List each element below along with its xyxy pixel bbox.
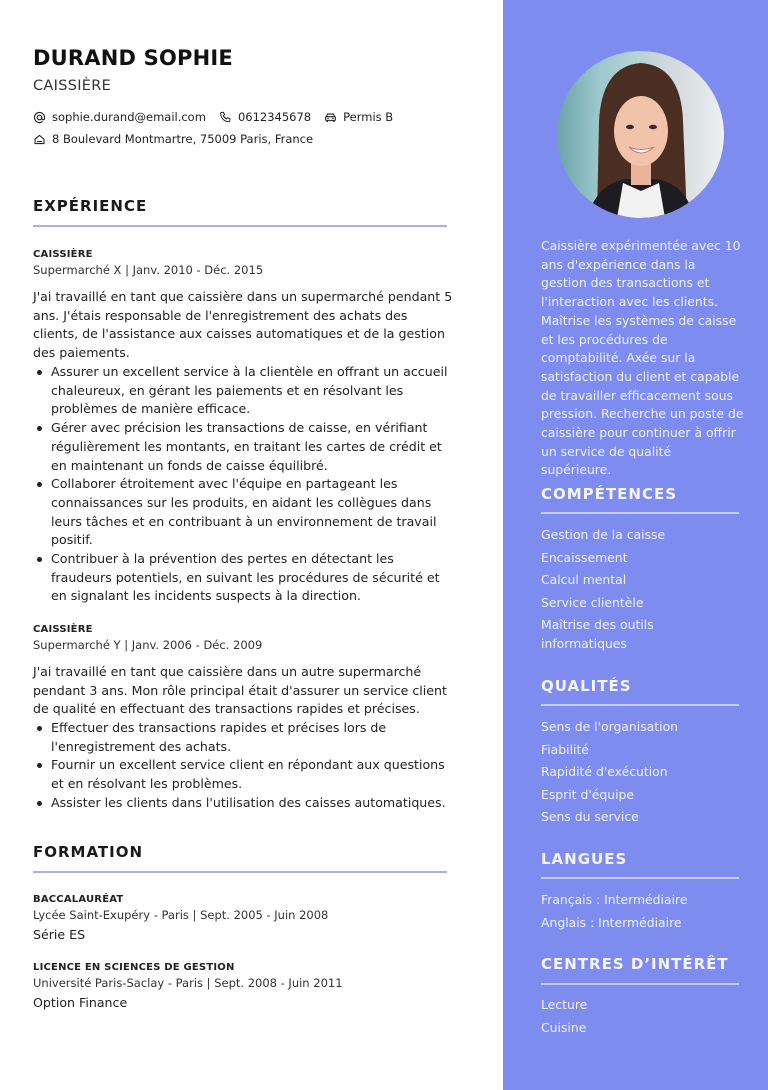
skills-divider [541,512,739,514]
experience-bullet: Assister les clients dans l'utilisation des caisses automatiques. [33,794,453,813]
education-entry-detail: Série ES [33,927,86,942]
quality-item: Sens du service [541,809,639,825]
contact-row-1 [33,110,406,124]
experience-bullet-list [33,363,453,606]
experience-entry-subtitle: Supermarché Y | Janv. 2006 - Déc. 2009 [33,638,263,652]
experience-section-title: EXPÉRIENCE [33,197,148,215]
job-title: CAISSIÈRE [33,78,112,94]
license-contact [324,110,393,124]
interest-item: Lecture [541,997,588,1012]
languages-section-title: LANGUES [541,850,628,868]
experience-entry-subtitle: Supermarché X | Janv. 2010 - Déc. 2015 [33,263,264,277]
languages-divider [541,877,739,879]
qualities-section-title: QUALITÉS [541,677,632,695]
skill-item: Encaissement [541,549,628,565]
experience-entry-description: J'ai travaillé en tant que caissière dans un supermarché pendant 5 ans. J'étais responsable de l'enregistrement des achats des clients, de l'assistance aux caisses automatiques et de la gestion des paiements. [33,289,453,361]
quality-item: Fiabilité [541,741,589,757]
experience-bullet: Effectuer des transactions rapides et précises lors de l'enregistrement des achats. [33,719,453,756]
address-text: 8 Boulevard Montmartre, 75009 Paris, France [52,132,314,146]
skill-item: Service clientèle [541,594,644,610]
experience-bullet: Gérer avec précision les transactions de caisse, en vérifiant régulièrement les montants, en traitant les cartes de crédit et en maintenant un fonds de caisse équilibré. [33,419,453,475]
phone-icon [219,111,232,124]
education-entry-title: BACCALAURÉAT [33,894,124,905]
license-text: Permis B [343,110,394,124]
portrait-icon [557,51,724,218]
interest-item: Cuisine [541,1019,587,1035]
education-divider [33,871,447,873]
car-icon [324,111,337,124]
education-entry-detail: Option Finance [33,995,128,1010]
profile-summary: Caissière expérimentée avec 10 ans d'expérience dans la gestion des transactions et l'interaction avec les clients. Maîtrise les systèmes de caisse et les procédures de comptabilité. Axée sur la satisfaction du client et capable de travailler efficacement sous pression. Recherche un poste de caissière pour continuer à offrir un service de qualité supérieure. [541,238,744,478]
language-item: Français : Intermédiaire [541,892,688,907]
email-contact[interactable] [33,110,206,124]
profile-photo [557,51,724,218]
skill-item: Maîtrise des outils informatiques [541,617,654,652]
qualities-list [541,718,741,831]
skill-item: Gestion de la caisse [541,527,666,542]
experience-bullet: Fournir un excellent service client en répondant aux questions et en résolvant les problèmes. [33,756,453,793]
experience-entry-title: CAISSIÈRE [33,249,93,260]
at-icon [33,111,46,124]
experience-entry-title: CAISSIÈRE [33,624,93,635]
candidate-name: DURAND SOPHIE [33,46,233,70]
experience-bullet-list [33,719,453,813]
quality-item: Esprit d'équipe [541,786,635,802]
contact-row-2 [33,132,326,146]
home-icon [33,133,46,146]
address-contact [33,132,313,146]
quality-item: Sens de l'organisation [541,719,679,734]
skill-item: Calcul mental [541,572,627,588]
experience-bullet: Collaborer étroitement avec l'équipe en partageant les connaissances sur les produits, en aidant les collègues dans leurs tâches et en contribuant à un environnement de travail positif. [33,475,453,550]
languages-list [541,891,741,936]
quality-item: Rapidité d'exécution [541,764,668,780]
experience-entry-description: J'ai travaillé en tant que caissière dans un autre supermarché pendant 3 ans. Mon rôle principal était d'assurer un service client de qualité en effectuant des transactions rapides et précises. [33,664,447,717]
skills-list [541,526,741,658]
interests-list [541,996,741,1041]
language-item: Anglais : Intermédiaire [541,914,682,930]
experience-bullet: Contribuer à la prévention des pertes en détectant les fraudeurs potentiels, en suivant les procédures de sécurité et en signalant les incidents suspects à la direction. [33,550,453,606]
education-entry-subtitle: Lycée Saint-Exupéry - Paris | Sept. 2005 - Juin 2008 [33,908,329,922]
skills-section-title: COMPÉTENCES [541,485,678,503]
email-text: sophie.durand@email.com [52,110,206,124]
education-entry-title: LICENCE EN SCIENCES DE GESTION [33,962,235,973]
qualities-divider [541,704,739,706]
phone-contact[interactable] [219,110,311,124]
education-section-title: FORMATION [33,843,144,861]
education-entry-subtitle: Université Paris-Saclay - Paris | Sept. 2008 - Juin 2011 [33,976,343,990]
experience-divider [33,225,447,227]
phone-text: 0612345678 [237,110,312,124]
interests-divider [541,983,739,985]
experience-bullet: Assurer un excellent service à la clientèle en offrant un accueil chaleureux, en gérant les paiements et en résolvant les problèmes de manière efficace. [33,363,453,419]
interests-section-title: CENTRES D’INTÉRÊT [541,955,729,973]
